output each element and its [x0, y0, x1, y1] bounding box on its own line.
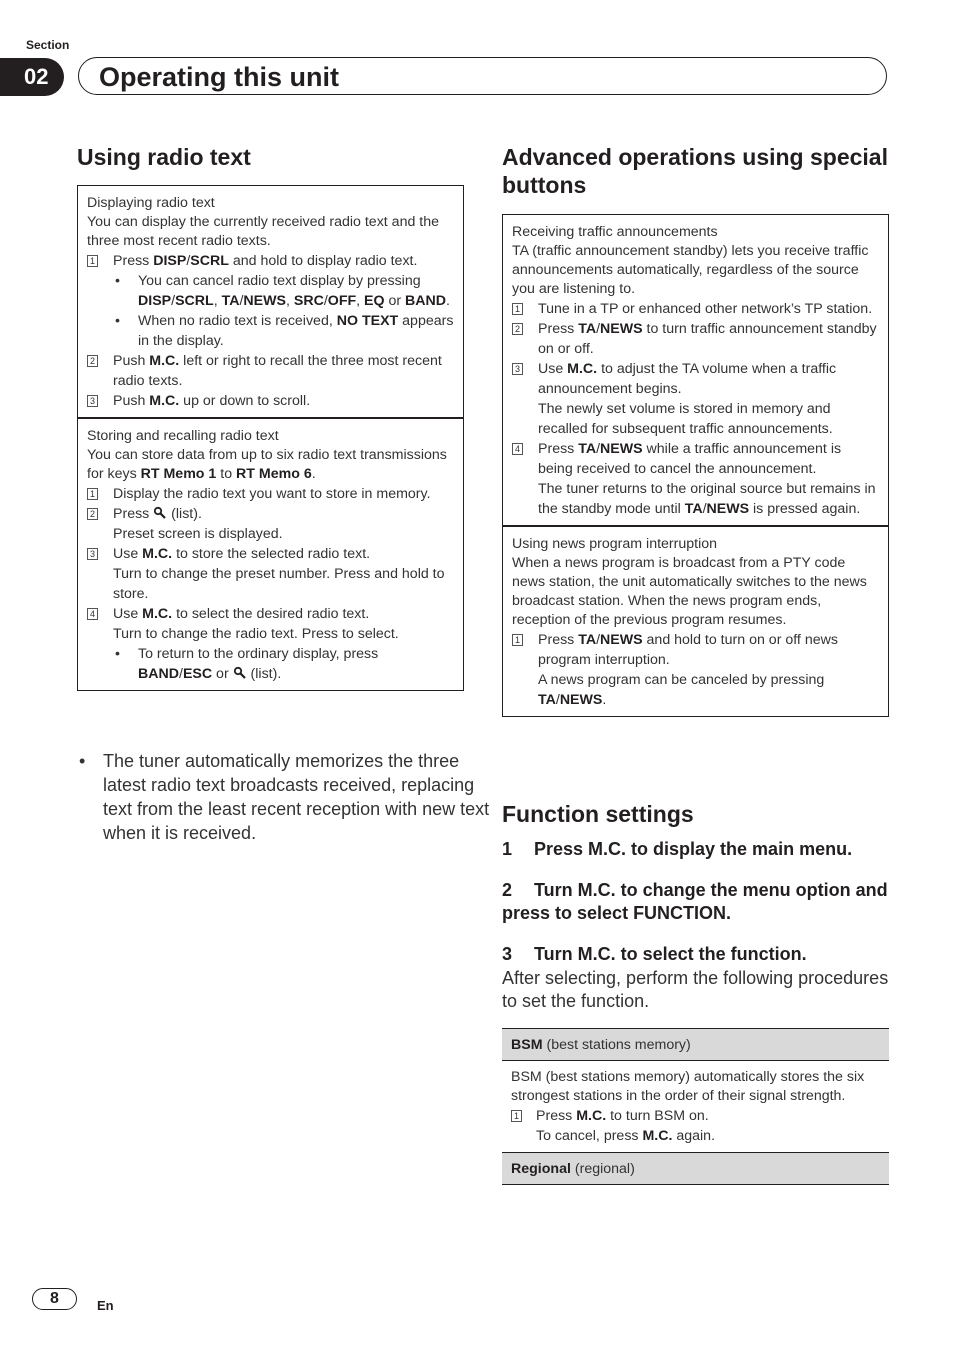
search-icon: [153, 506, 167, 520]
step-4-detail: Turn to change the radio text. Press to select.: [113, 626, 399, 642]
heading-using-radio-text: Using radio text: [77, 144, 251, 170]
step-3: 3 Use M.C. to adjust the TA volume when a traffic announcement begins.: [512, 359, 879, 399]
section-title: Receiving traffic announcements: [512, 224, 718, 240]
regional-header: Regional (regional): [502, 1152, 889, 1185]
bullet-return-display: • To return to the ordinary display, press BAND/ESC or (list).: [87, 644, 454, 684]
section-title: Using news program interruption: [512, 536, 718, 552]
function-instructions: After selecting, perform the following procedures to set the function.: [502, 968, 889, 1011]
traffic-announcements-section: [503, 215, 888, 525]
bullet-cancel-display: • You can cancel radio text display by pressing DISP/SCRL, TA/NEWS, SRC/OFF, EQ or BAND.: [87, 271, 454, 311]
heading-advanced-operations: Advanced operations using special buttons: [502, 144, 888, 198]
step-1: 1 Press TA/NEWS and hold to turn on or off news program interruption.: [512, 630, 879, 670]
intro-text: TA (traffic announcement standby) lets you receive traffic announcements automatically, regardless of the source you are listening to.: [512, 243, 869, 297]
step-2-detail: Preset screen is displayed.: [113, 526, 283, 542]
bsm-step-1: 1 Press M.C. to turn BSM on.: [511, 1106, 880, 1126]
page-number: 8: [32, 1288, 77, 1310]
bsm-body: [502, 1061, 889, 1152]
step-1-detail: A news program can be canceled by pressing TA/NEWS.: [538, 672, 825, 708]
search-icon: [233, 666, 247, 680]
step-1: 1 Display the radio text you want to store in memory.: [87, 484, 454, 504]
step-1: 1 Tune in a TP or enhanced other network’s TP station.: [512, 299, 879, 319]
function-step-3: 3 Turn M.C. to select the function.: [502, 944, 807, 964]
bsm-step-1-detail: To cancel, press M.C. again.: [536, 1128, 716, 1144]
bsm-header: BSM (best stations memory): [502, 1028, 889, 1061]
advanced-operations-box: [502, 214, 889, 717]
bsm-description: BSM (best stations memory) automatically stores the six strongest stations in the order of their signal strength.: [511, 1069, 865, 1104]
page-title-bar: [78, 57, 887, 95]
section-title: Storing and recalling radio text: [87, 428, 279, 444]
step-4: 4 Use M.C. to select the desired radio text.: [87, 604, 454, 624]
step-4: 4 Press TA/NEWS while a traffic announcement is being received to cancel the announcement.: [512, 439, 879, 479]
step-2: 2 Press (list).: [87, 504, 454, 524]
storing-radio-text-section: [78, 417, 463, 690]
step-4-detail: The tuner returns to the original source but remains in the standby mode until TA/NEWS is pressed again.: [538, 481, 876, 517]
intro-text: You can display the currently received radio text and the three most recent radio texts.: [87, 214, 440, 249]
intro-text: When a news program is broadcast from a PTY code news station, the unit automatically switches to the news broadcast station. When the news program ends, reception of the previous program resumes.: [512, 555, 867, 628]
function-step-1: 1 Press M.C. to display the main menu.: [502, 839, 853, 859]
news-interruption-section: [503, 525, 888, 716]
function-table: [502, 1028, 889, 1185]
step-2: 2 Push M.C. left or right to recall the three most recent radio texts.: [87, 351, 454, 391]
function-step-2: 2 Turn M.C. to change the menu option and press to select FUNCTION.: [502, 880, 888, 923]
radio-text-box: [77, 185, 464, 691]
section-number-badge: 02: [0, 58, 64, 96]
step-3-detail: Turn to change the preset number. Press and hold to store.: [113, 566, 445, 602]
section-label: Section: [26, 38, 70, 52]
step-1: 1 Press DISP/SCRL and hold to display radio text.: [87, 251, 454, 271]
tuner-memory-note: • The tuner automatically memorizes the three latest radio text broadcasts received, replacing text from the least recent reception with new text when it is received.: [77, 749, 490, 845]
bullet-no-text: • When no radio text is received, NO TEXT appears in the display.: [87, 311, 454, 351]
section-title: Displaying radio text: [87, 195, 215, 211]
step-2: 2 Press TA/NEWS to turn traffic announcement standby on or off.: [512, 319, 879, 359]
language-label: En: [97, 1298, 114, 1313]
step-3-detail: The newly set volume is stored in memory and recalled for subsequent traffic announcements.: [538, 401, 833, 437]
step-3: 3 Push M.C. up or down to scroll.: [87, 391, 454, 411]
step-3: 3 Use M.C. to store the selected radio text.: [87, 544, 454, 564]
intro-text: You can store data from up to six radio text transmissions for keys RT Memo 1 to RT Memo 6.: [87, 447, 447, 482]
heading-function-settings: Function settings: [502, 801, 694, 827]
page-title: Operating this unit: [99, 62, 339, 92]
displaying-radio-text-section: [78, 186, 463, 417]
